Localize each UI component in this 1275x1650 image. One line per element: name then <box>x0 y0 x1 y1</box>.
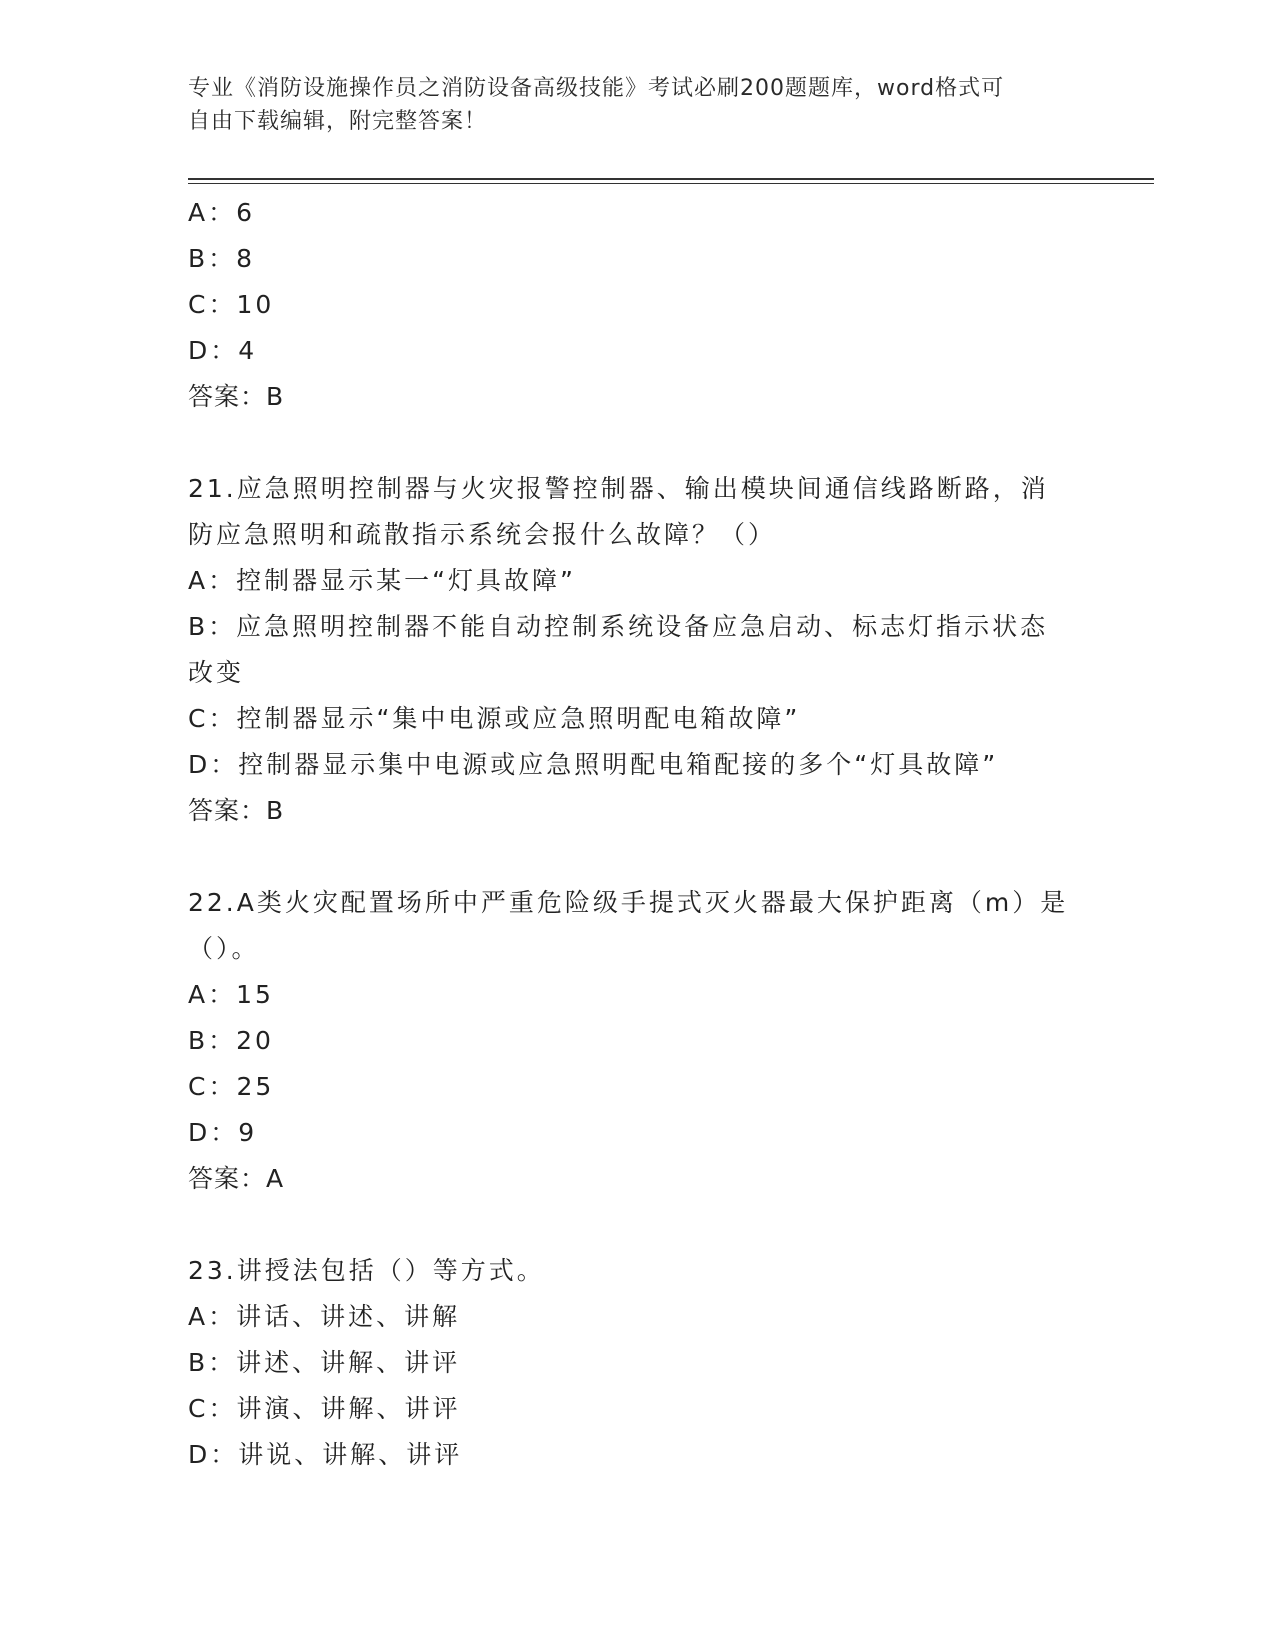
document-header <box>188 72 1088 138</box>
option-letter: B： <box>188 1348 237 1377</box>
option-letter: A： <box>188 1302 237 1331</box>
question-stem-line: 防应急照明和疏散指示系统会报什么故障？（） <box>188 520 777 549</box>
header-rule-thick <box>188 178 1154 180</box>
option-text: 6 <box>236 198 256 227</box>
option-text: 20 <box>236 1026 274 1055</box>
question-content <box>188 190 1088 1478</box>
option-a <box>188 190 1088 236</box>
option-letter: C： <box>188 704 237 733</box>
option-letter: B： <box>188 244 237 273</box>
question-stem-line: 23.讲授法包括（）等方式。 <box>188 1256 545 1285</box>
option-letter: A： <box>188 566 237 595</box>
option-letter: D： <box>188 750 239 779</box>
option-a <box>188 1294 1088 1340</box>
option-b-continuation: 改变 <box>188 658 245 687</box>
option-text: 15 <box>236 980 274 1009</box>
option-letter: C： <box>188 1072 237 1101</box>
option-text: 控制器显示“集中电源或应急照明配电箱故障” <box>236 704 801 733</box>
header-line-1: 专业《消防设施操作员之消防设备高级技能》考试必刷200题题库，word格式可 <box>188 76 1005 101</box>
option-text: 8 <box>236 244 256 273</box>
option-c <box>188 1064 1088 1110</box>
question-block-20 <box>188 190 1088 420</box>
option-a <box>188 972 1088 1018</box>
option-text: 讲话、讲述、讲解 <box>236 1302 461 1331</box>
question-stem-line: （）。 <box>188 934 260 963</box>
option-text: 控制器显示集中电源或应急照明配电箱配接的多个“灯具故障” <box>238 750 999 779</box>
answer-line: 答案：A <box>188 1164 285 1193</box>
answer-line: 答案：B <box>188 382 285 411</box>
answer-line: 答案：B <box>188 796 285 825</box>
option-letter: C： <box>188 1394 237 1423</box>
option-text: 讲述、讲解、讲评 <box>236 1348 461 1377</box>
header-line-2: 自由下载编辑，附完整答案！ <box>188 109 488 134</box>
header-rule-thin <box>188 183 1154 184</box>
option-d <box>188 1432 1088 1478</box>
option-text: 9 <box>238 1118 258 1147</box>
question-block-22 <box>188 880 1088 1202</box>
question-stem-line: 21.应急照明控制器与火灾报警控制器、输出模块间通信线路断路，消 <box>188 474 1049 503</box>
spacer <box>188 420 1088 466</box>
option-text: 25 <box>236 1072 275 1101</box>
option-c <box>188 282 1088 328</box>
option-letter: A： <box>188 198 237 227</box>
spacer <box>188 1202 1088 1248</box>
option-c <box>188 696 1088 742</box>
option-text: 讲说、讲解、讲评 <box>238 1440 463 1469</box>
option-letter: D： <box>188 1440 239 1469</box>
question-block-21 <box>188 466 1088 834</box>
option-a <box>188 558 1088 604</box>
option-c <box>188 1386 1088 1432</box>
option-text: 控制器显示某一“灯具故障” <box>236 566 577 595</box>
option-letter: A： <box>188 980 237 1009</box>
spacer <box>188 834 1088 880</box>
option-b <box>188 604 1088 650</box>
option-d <box>188 328 1088 374</box>
option-letter: D： <box>188 336 239 365</box>
option-letter: C： <box>188 290 237 319</box>
question-stem-line: 22.A类火灾配置场所中严重危险级手提式灭火器最大保护距离（m）是 <box>188 888 1069 917</box>
option-d <box>188 742 1088 788</box>
option-text: 4 <box>238 336 258 365</box>
option-b <box>188 236 1088 282</box>
option-text: 应急照明控制器不能自动控制系统设备应急启动、标志灯指示状态 <box>236 612 1049 641</box>
option-text: 10 <box>236 290 275 319</box>
option-letter: B： <box>188 612 237 641</box>
option-b <box>188 1018 1088 1064</box>
option-text: 讲演、讲解、讲评 <box>236 1394 461 1423</box>
option-b <box>188 1340 1088 1386</box>
option-letter: B： <box>188 1026 237 1055</box>
option-d <box>188 1110 1088 1156</box>
option-letter: D： <box>188 1118 239 1147</box>
question-block-23 <box>188 1248 1088 1478</box>
